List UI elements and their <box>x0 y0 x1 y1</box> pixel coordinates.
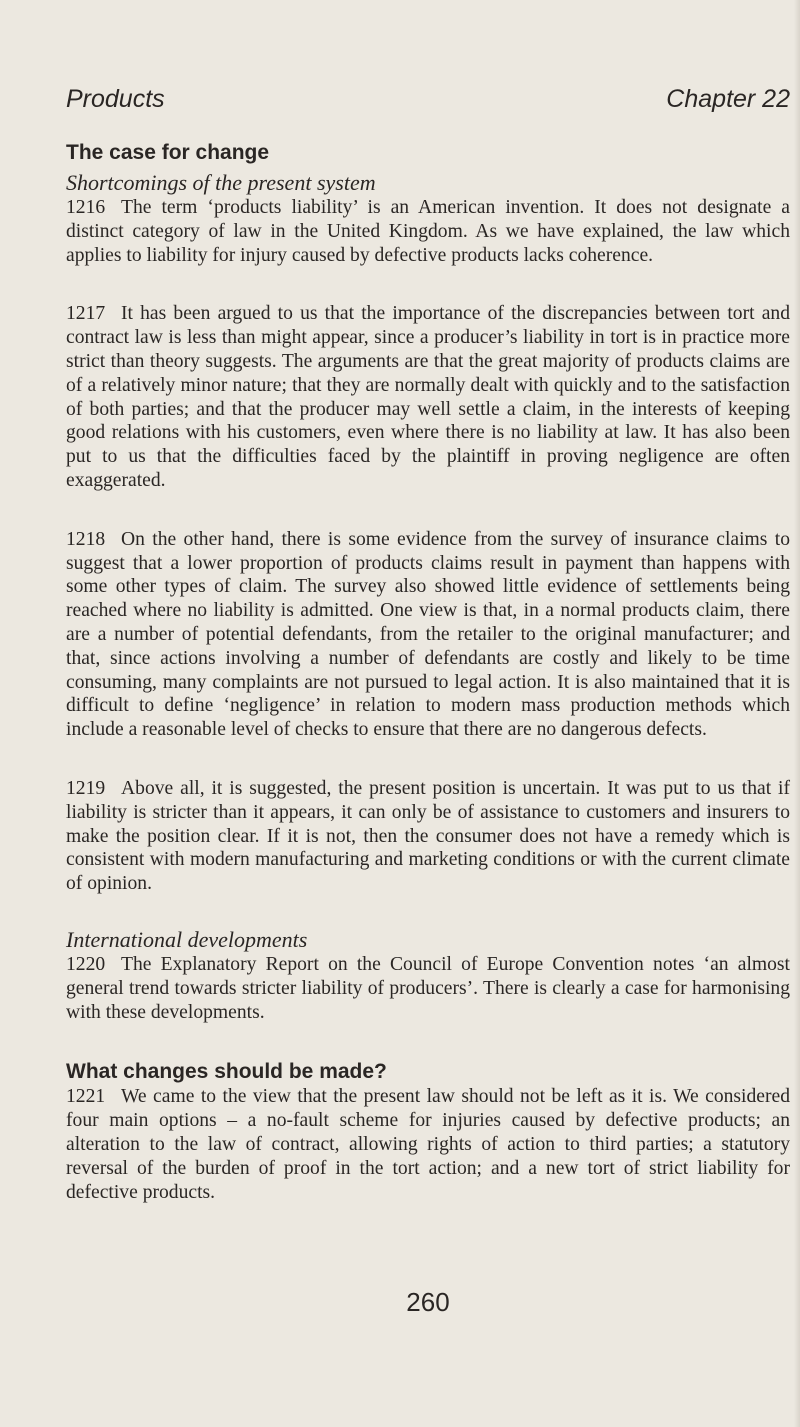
paragraph-number: 1221 <box>66 1086 106 1108</box>
paragraph-number: 1218 <box>66 528 106 550</box>
paragraph <box>66 777 790 896</box>
paragraph-number: 1217 <box>66 303 106 325</box>
paragraph <box>66 528 790 742</box>
page-number: 260 <box>406 1287 450 1317</box>
paragraph-text: The term ‘products liability’ is an American invention. It does not designate a distinct category of law in the United Kingdom. As we have explained, the law which applies to liability for injury caused by defective products lacks coherence. <box>66 197 790 266</box>
paragraph <box>66 953 790 1024</box>
paragraph <box>66 302 790 492</box>
paragraph-number: 1216 <box>66 197 106 218</box>
paragraph-text: It has been argued to us that the importance of the discrepancies between tort and contract law is less than might appear, since a producer’s liability in tort is in practice more strict than theory suggests. The arguments are that the great majority of products claims are of a relatively minor nature; that they are normally dealt with quickly and to the satisfaction of both parties; and that the producer may well settle a claim, in the interests of keeping good relations with his customers, even where there is no liability at law. It has also been put to us that the difficulties faced by the plaintiff in proving negligence are often exaggerated. <box>66 303 790 491</box>
header-left: Products <box>66 85 165 113</box>
page-edge-shadow <box>794 0 800 1427</box>
section-heading: The case for change <box>66 141 270 164</box>
paragraph-text: The Explanatory Report on the Council of Europe Convention notes ‘an almost general trend towards stricter liability of producers’. There is clearly a case for harmonising with these developments. <box>66 953 790 1023</box>
paragraph-text: On the other hand, there is some evidence from the survey of insurance claims to suggest that a lower proportion of products claims result in payment than happens with some other types of claim. The survey also showed little evidence of settlements being reached where no liability is admitted. One view is that, in a normal products claim, there are a number of potential defendants, from the retailer to the original manufacturer; and that, since actions involving a number of defendants are costly and likely to be time consuming, many complaints are not pursued to legal action. It is also maintained that it is difficult to define ‘negligence’ in relation to modern mass production methods which include a reasonable level of checks to ensure that there are no dangerous defects. <box>66 528 790 741</box>
header-right: Chapter 22 <box>666 85 790 113</box>
subheading-international: International developments <box>66 926 308 952</box>
paragraph <box>66 196 790 267</box>
subheading-shortcomings: Shortcomings of the present system <box>66 170 376 195</box>
paragraph <box>66 1085 790 1204</box>
paragraph-number: 1220 <box>66 953 106 975</box>
section-heading-changes: What changes should be made? <box>66 1060 387 1084</box>
running-header <box>66 84 790 114</box>
paragraph-number: 1219 <box>66 777 106 799</box>
document-page <box>66 84 790 1317</box>
paragraph-text: We came to the view that the present law should not be left as it is. We considered four main options – a no-fault scheme for injuries caused by defective products; an alteration to the law of contract, allowing rights of action to third parties; a statutory reversal of the burden of proof in the tort action; and a new tort of strict liability for defective products. <box>66 1086 790 1203</box>
paragraph-text: Above all, it is suggested, the present position is uncertain. It was put to us that if liability is stricter than it appears, it can only be of assistance to customers and insurers to make the position clear. If it is not, then the consumer does not have a remedy which is consistent with modern manufacturing and marketing conditions or with the current climate of opinion. <box>66 777 790 895</box>
